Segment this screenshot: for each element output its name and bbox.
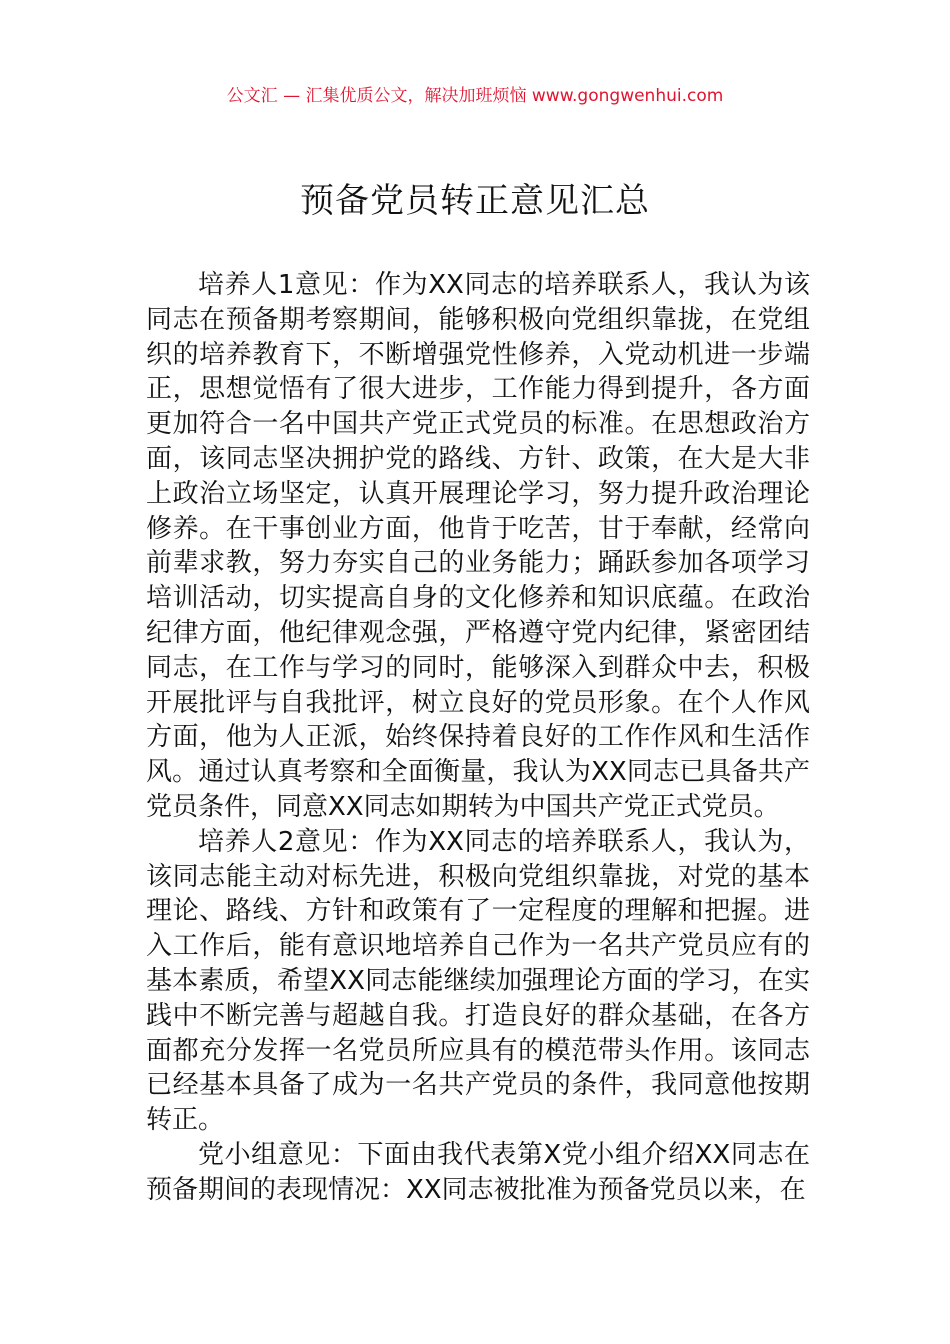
document-title: 预备党员转正意见汇总 bbox=[300, 181, 650, 221]
document-body bbox=[146, 268, 810, 1208]
paragraph-trainer-2: 培养人2意见：作为XX同志的培养联系人，我认为，该同志能主动对标先进，积极向党组织靠拢，对党的基本理论、路线、方针和政策有了一定程度的理解和把握。进入工作后，能有意识地培养自己作为一名共产党员应有的基本素质，希望XX同志能继续加强理论方面的学习，在实践中不断完善与超越自我。打造良好的群众基础，在各方面都充分发挥一名党员所应具有的模范带头作用。该同志已经基本具备了成为一名共产党员的条件，我同意他按期转正。 bbox=[146, 826, 810, 1136]
paragraph-party-group: 党小组意见：下面由我代表第X党小组介绍XX同志在预备期间的表现情况：XX同志被批准为预备党员以来，在 bbox=[146, 1139, 810, 1205]
paragraph-trainer-1: 培养人1意见：作为XX同志的培养联系人，我认为该同志在预备期考察期间，能够积极向党组织靠拢，在党组织的培养教育下，不断增强党性修养，入党动机进一步端正，思想觉悟有了很大进步，工作能力得到提升，各方面更加符合一名中国共产党正式党员的标准。在思想政治方面，该同志坚决拥护党的路线、方针、政策，在大是大非上政治立场坚定，认真开展理论学习，努力提升政治理论修养。在干事创业方面，他肯于吃苦，甘于奉献，经常向前辈求教，努力夯实自己的业务能力；踊跃参加各项学习培训活动，切实提高自身的文化修养和知识底蕴。在政治纪律方面，他纪律观念强，严格遵守党内纪律，紧密团结同志，在工作与学习的同时，能够深入到群众中去，积极开展批评与自我批评，树立良好的党员形象。在个人作风方面，他为人正派，始终保持着良好的工作作风和生活作风。通过认真考察和全面衡量，我认为XX同志已具备共产党员条件，同意XX同志如期转为中国共产党正式党员。 bbox=[146, 270, 810, 822]
header-banner: 公文汇 — 汇集优质公文，解决加班烦恼 www.gongwenhui.com bbox=[226, 86, 724, 106]
